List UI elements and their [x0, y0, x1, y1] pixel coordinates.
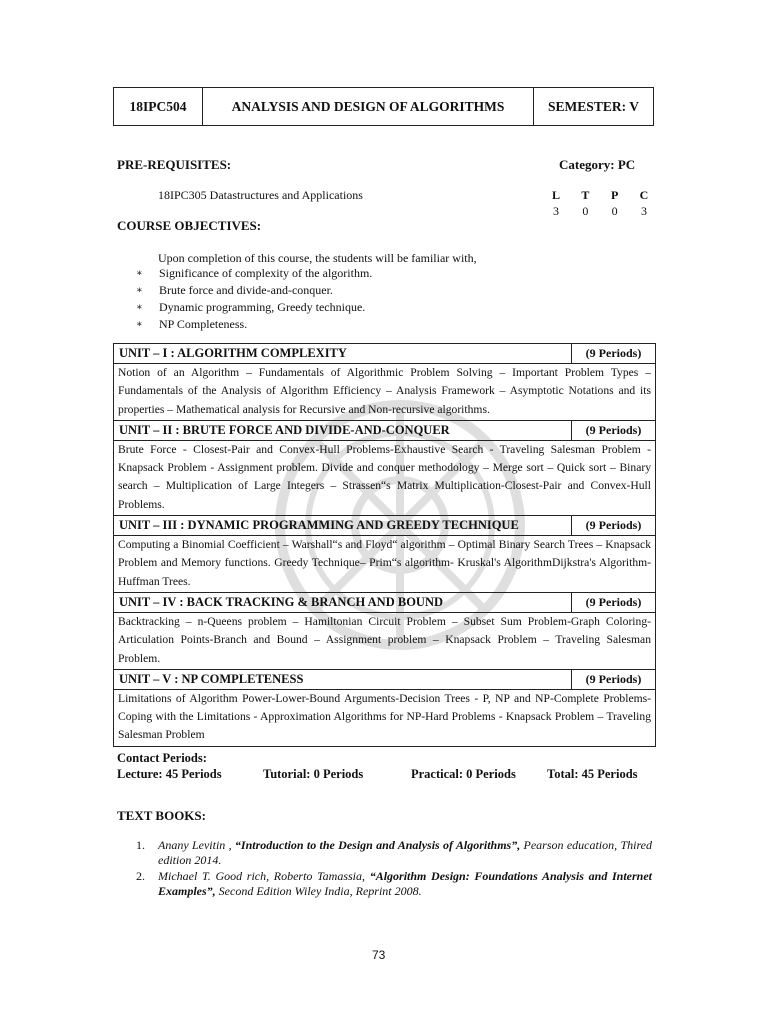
unit-content: Notion of an Algorithm – Fundamentals of Algorithmic Problem Solving – Important Problem Types – Fundamentals of the Analysis of Algorithm Efficiency – Analysis Framework – Asymptotic Notations and its properties – Mathematical analysis for Recursive and Non-recursive algorithms. — [114, 364, 655, 421]
unit-periods: (9 Periods) — [585, 594, 642, 609]
book-author: Anany Levitin , — [158, 838, 235, 852]
book-entry — [158, 869, 652, 899]
ltpc-header-p: P — [610, 188, 619, 202]
unit-5 — [114, 670, 655, 746]
book-publisher: Pearson education, Thired edition 2014. — [158, 838, 653, 867]
unit-title: UNIT – III : DYNAMIC PROGRAMMING AND GREEDY TECHNIQUE — [114, 516, 572, 535]
unit-content: Backtracking – n-Queens problem – Hamiltonian Circuit Problem – Subset Sum Problem-Graph Coloring-Articulation Points-Branch and Bound – Assignment problem – Knapsack Problem – Traveling Salesman Problem. — [114, 613, 655, 670]
bullet-icon: ∗ — [136, 302, 143, 313]
objectives-label: COURSE OBJECTIVES: — [117, 218, 262, 233]
list-item — [136, 282, 372, 299]
ltpc-value-p: 0 — [611, 204, 618, 218]
list-item — [136, 838, 652, 868]
category: Category: PC — [559, 157, 636, 172]
unit-title: UNIT – IV : BACK TRACKING & BRANCH AND BOUND — [114, 593, 572, 612]
book-title: “Introduction to the Design and Analysis of Algorithms”, — [234, 838, 521, 852]
unit-title: UNIT – II : BRUTE FORCE AND DIVIDE-AND-CONQUER — [114, 421, 572, 440]
ltpc-header-t: T — [581, 188, 590, 202]
unit-periods: (9 Periods) — [585, 671, 642, 686]
list-item — [136, 299, 372, 316]
ltpc-table — [550, 188, 650, 220]
objective-text: Dynamic programming, Greedy technique. — [159, 300, 366, 314]
page-number: 73 — [372, 948, 386, 962]
units-table — [113, 343, 656, 747]
textbooks-label: TEXT BOOKS: — [117, 808, 206, 823]
semester: SEMESTER: V — [548, 98, 639, 114]
book-title: “Algorithm Design: Foundations Analysis and Internet Examples”, — [158, 869, 652, 898]
prerequisites-label: PRE-REQUISITES: — [117, 157, 232, 172]
unit-header — [114, 593, 655, 613]
objectives-intro: Upon completion of this course, the students will be familiar with, — [158, 251, 477, 265]
lecture-periods: Lecture: 45 Periods — [117, 767, 222, 781]
unit-periods: (9 Periods) — [585, 518, 642, 533]
unit-2 — [114, 421, 655, 516]
unit-3 — [114, 516, 655, 593]
objective-text: Brute force and divide-and-conquer. — [159, 283, 333, 297]
unit-content: Computing a Binomial Coefficient – Warshall“s and Floyd“ algorithm – Optimal Binary Search Trees – Knapsack Problem and Memory functions. Greedy Technique– Prim“s algorithm- Kruskal's AlgorithmDijkstra's Algorithm-Huffman Trees. — [114, 536, 655, 593]
unit-1 — [114, 344, 655, 421]
ltpc-value-c: 3 — [640, 204, 647, 218]
book-number: 2. — [136, 869, 145, 883]
unit-content: Brute Force - Closest-Pair and Convex-Hull Problems-Exhaustive Search - Traveling Salesman Problem - Knapsack Problem - Assignment problem. Divide and conquer methodology – Merge sort – Quick sort – Binary search – Multiplication of Large Integers – Strassen“s Matrix Multiplication-Closest-Pair and Convex-Hull Problems. — [114, 441, 655, 516]
ltpc-header-l: L — [551, 188, 560, 202]
prerequisites-text: 18IPC305 Datastructures and Applications — [158, 188, 363, 202]
course-title: ANALYSIS AND DESIGN OF ALGORITHMS — [203, 88, 534, 125]
total-periods: Total: 45 Periods — [547, 767, 638, 781]
practical-periods: Practical: 0 Periods — [411, 767, 516, 781]
unit-title: UNIT – V : NP COMPLETENESS — [114, 670, 572, 689]
unit-title: UNIT – I : ALGORITHM COMPLEXITY — [114, 344, 572, 363]
ltpc-value-t: 0 — [582, 204, 589, 218]
book-author: Michael T. Good rich, Roberto Tamassia, — [158, 869, 370, 883]
unit-content: Limitations of Algorithm Power-Lower-Bound Arguments-Decision Trees - P, NP and NP-Complete Problems-Coping with the Limitations - Approximation Algorithms for NP-Hard Problems - Knapsack Problem – Traveling Salesman Problem — [118, 691, 651, 742]
ltpc-value-l: 3 — [553, 204, 559, 218]
unit-periods: (9 Periods) — [585, 422, 642, 437]
ltpc-header-c: C — [639, 188, 649, 202]
unit-header — [114, 344, 655, 364]
unit-periods: (9 Periods) — [585, 346, 642, 360]
list-item — [136, 869, 652, 899]
book-entry — [158, 838, 652, 868]
ltpc-values — [550, 204, 650, 220]
objective-text: NP Completeness. — [159, 317, 248, 331]
bullet-icon: ∗ — [136, 319, 143, 330]
objectives-list — [136, 265, 372, 333]
course-header-table — [113, 87, 654, 126]
textbooks-list — [136, 838, 652, 900]
unit-header — [114, 516, 655, 536]
book-publisher: Second Edition Wiley India, Reprint 2008. — [215, 884, 422, 898]
unit-4 — [114, 593, 655, 670]
tutorial-periods: Tutorial: 0 Periods — [263, 767, 364, 781]
course-code: 18IPC504 — [114, 88, 203, 125]
bullet-icon: ∗ — [136, 285, 143, 296]
unit-header — [114, 421, 655, 441]
ltpc-headers — [550, 188, 650, 204]
list-item — [136, 265, 372, 282]
contact-periods-label: Contact Periods: — [117, 751, 207, 765]
bullet-icon: ∗ — [136, 268, 143, 279]
list-item — [136, 316, 372, 333]
objective-text: Significance of complexity of the algorithm. — [159, 266, 373, 280]
unit-header — [114, 670, 655, 690]
book-number: 1. — [136, 838, 145, 852]
